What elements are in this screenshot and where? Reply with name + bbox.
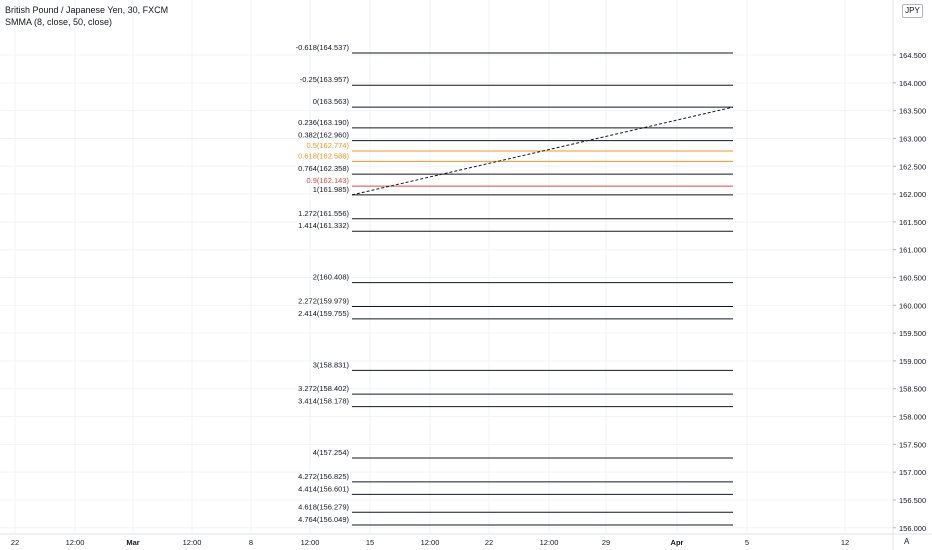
price-axis-label: 163.500 xyxy=(899,106,927,116)
fib-level-label: 0.618(162.588) xyxy=(298,151,349,161)
time-axis-label: 12:00 xyxy=(420,538,440,547)
fib-level-label: 3(158.831) xyxy=(312,360,349,370)
fib-level-label: -0.25(163.957) xyxy=(299,75,349,85)
symbol-title[interactable]: British Pound / Japanese Yen, 30, FXCM xyxy=(5,5,169,15)
fib-level-label: 1(161.985) xyxy=(312,184,349,194)
fib-level-label: -0.618(164.537) xyxy=(295,42,349,52)
fib-level-label: 0.382(162.960) xyxy=(298,130,349,140)
indicator-legend[interactable]: SMMA (8, close, 50, close) xyxy=(5,17,113,27)
price-axis-label: 161.500 xyxy=(899,217,927,227)
time-axis-label: 12:00 xyxy=(182,538,202,547)
time-axis-label: 8 xyxy=(248,538,254,547)
fib-level-label: 0.9(162.143) xyxy=(306,176,349,186)
price-axis-label: 163.000 xyxy=(899,134,927,144)
price-axis-label: 159.000 xyxy=(899,356,927,366)
currency-badge[interactable]: JPY xyxy=(902,4,923,18)
fib-levels[interactable] xyxy=(296,43,733,525)
price-axis-label: 164.000 xyxy=(899,78,927,88)
fib-level-label: 3.272(158.402) xyxy=(298,384,349,394)
price-axis-label: 156.500 xyxy=(899,495,927,505)
fib-level-label: 4(157.254) xyxy=(312,448,349,458)
fib-level-label: 0.236(163.190) xyxy=(298,117,349,127)
price-axis-label: 160.500 xyxy=(899,273,927,283)
time-axis-label: 22 xyxy=(10,538,20,547)
time-axis-label: Apr xyxy=(670,538,684,547)
time-axis-label: 12:00 xyxy=(300,538,320,547)
price-axis-label: 158.000 xyxy=(899,412,927,422)
price-axis[interactable] xyxy=(893,51,926,533)
fib-level-label: 4.414(156.601) xyxy=(298,484,349,494)
time-axis-label: 5 xyxy=(744,538,750,547)
fib-level-label: 1.272(161.556) xyxy=(298,208,349,218)
time-axis-label: 22 xyxy=(484,538,494,547)
price-axis-label: 159.500 xyxy=(899,329,927,339)
price-axis-label: 156.000 xyxy=(899,523,927,533)
fib-level-label: 0.5(162.774) xyxy=(306,141,349,151)
price-axis-label: 160.000 xyxy=(899,301,927,311)
time-axis-label: 12 xyxy=(840,538,850,547)
fib-level-label: 4.764(156.049) xyxy=(298,515,349,525)
price-axis-label: 158.500 xyxy=(899,384,927,394)
price-axis-label: 162.500 xyxy=(899,162,927,172)
fib-level-label: 3.414(158.178) xyxy=(298,396,349,406)
fib-level-label: 1.414(161.332) xyxy=(298,221,349,231)
fib-level-label: 0(163.563) xyxy=(312,97,349,107)
time-axis[interactable] xyxy=(11,538,849,547)
price-axis-label: 162.000 xyxy=(899,190,927,200)
fib-level-label: 2.414(159.755) xyxy=(298,308,349,318)
price-axis-label: 161.000 xyxy=(899,245,927,255)
fib-level-label: 4.618(156.279) xyxy=(298,502,349,512)
fib-level-label: 4.272(156.825) xyxy=(298,471,349,481)
price-axis-label: 164.500 xyxy=(899,51,927,61)
time-axis-label: 29 xyxy=(601,538,611,547)
price-axis-label: 157.500 xyxy=(899,440,927,450)
price-axis-label: 157.000 xyxy=(899,468,927,478)
auto-scale-button[interactable]: A xyxy=(904,537,910,546)
time-axis-label: Mar xyxy=(126,538,140,547)
time-axis-label: 15 xyxy=(365,538,375,547)
time-axis-label: 12:00 xyxy=(539,538,559,547)
fib-level-label: 0.764(162.358) xyxy=(298,164,349,174)
time-axis-label: 12:00 xyxy=(65,538,85,547)
fib-level-label: 2.272(159.979) xyxy=(298,296,349,306)
fib-level-label: 2(160.408) xyxy=(312,272,349,282)
